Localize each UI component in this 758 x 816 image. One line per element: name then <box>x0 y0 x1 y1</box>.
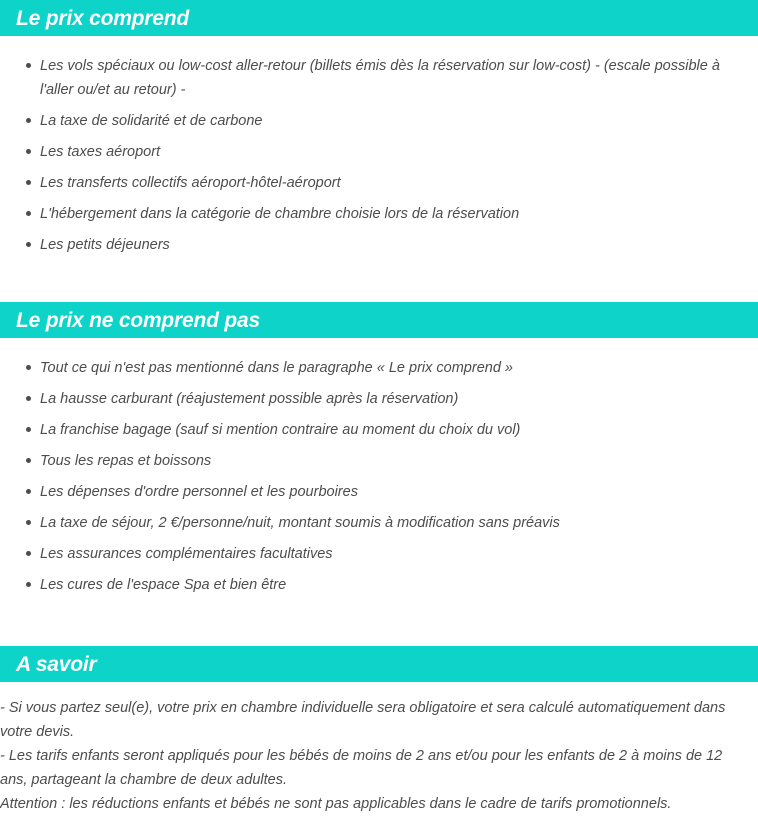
note-paragraph: - Les tarifs enfants seront appliqués pour les bébés de moins de 2 ans et/ou pour les enfants de 2 à moins de 12 ans, partageant la chambre de deux adultes. <box>0 748 723 788</box>
note-paragraph: Attention : les réductions enfants et bébés ne sont pas applicables dans le cadre de tarifs promotionnels. <box>0 796 672 812</box>
list-item-text: Les vols spéciaux ou low-cost aller-retour (billets émis dès la réservation sur low-cost) - (escale possible à l'aller ou/et au retour) - <box>40 58 720 98</box>
list-item-text: La hausse carburant (réajustement possible après la réservation) <box>40 391 459 407</box>
bullet-icon <box>26 211 31 216</box>
bullet-icon <box>26 365 31 370</box>
note-paragraph: - Si vous partez seul(e), votre prix en chambre individuelle sera obligatoire et sera calculé automatiquement dans votre devis. <box>0 700 726 740</box>
bullet-icon <box>26 458 31 463</box>
list-item <box>0 202 758 226</box>
list-item-text: La taxe de solidarité et de carbone <box>40 113 263 129</box>
list-item-text: Les petits déjeuners <box>40 237 170 253</box>
list-item <box>0 480 758 504</box>
section-title: Le prix comprend <box>16 6 190 30</box>
list-item-text: Tous les repas et boissons <box>40 453 212 469</box>
list-item <box>0 356 758 380</box>
list-item-text: Les taxes aéroport <box>40 144 161 160</box>
list-item <box>0 387 758 411</box>
list-item-text: La franchise bagage (sauf si mention contraire au moment du choix du vol) <box>40 422 521 438</box>
list-item <box>0 54 758 102</box>
list-item-text: L'hébergement dans la catégorie de chambre choisie lors de la réservation <box>40 206 520 222</box>
section-header-a-savoir <box>0 646 758 682</box>
bullet-icon <box>26 551 31 556</box>
bullet-icon <box>26 396 31 401</box>
section-spacer <box>0 604 758 646</box>
list-item <box>0 418 758 442</box>
list-item <box>0 573 758 597</box>
list-item-text: Les dépenses d'ordre personnel et les pourboires <box>40 484 358 500</box>
list-item <box>0 233 758 257</box>
list-item-text: Les transferts collectifs aéroport-hôtel-aéroport <box>40 175 341 191</box>
bullet-icon <box>26 582 31 587</box>
inclusions-list <box>0 36 758 257</box>
list-item-text: La taxe de séjour, 2 €/personne/nuit, montant soumis à modification sans préavis <box>40 515 560 531</box>
bullet-icon <box>26 520 31 525</box>
exclusions-list <box>0 338 758 597</box>
section-le-prix-ne-comprend-pas <box>0 302 758 597</box>
list-item <box>0 542 758 566</box>
bullet-icon <box>26 149 31 154</box>
list-item <box>0 109 758 133</box>
section-title: Le prix ne comprend pas <box>16 308 260 332</box>
section-body-a-savoir <box>0 682 758 816</box>
bullet-icon <box>26 118 31 123</box>
section-title: A savoir <box>16 652 97 676</box>
section-header-le-prix-ne-comprend-pas <box>0 302 758 338</box>
bullet-icon <box>26 427 31 432</box>
bullet-icon <box>26 63 31 68</box>
list-item <box>0 449 758 473</box>
bullet-icon <box>26 489 31 494</box>
list-item <box>0 171 758 195</box>
section-body-le-prix-comprend <box>0 36 758 257</box>
list-item-text: Les cures de l'espace Spa et bien être <box>40 577 287 593</box>
list-item <box>0 140 758 164</box>
list-item-text: Les assurances complémentaires facultatives <box>40 546 333 562</box>
bullet-icon <box>26 242 31 247</box>
bullet-icon <box>26 180 31 185</box>
list-item-text: Tout ce qui n'est pas mentionné dans le paragraphe « Le prix comprend » <box>40 360 513 376</box>
section-body-le-prix-ne-comprend-pas <box>0 338 758 597</box>
section-spacer <box>0 264 758 302</box>
section-a-savoir <box>0 646 758 816</box>
section-le-prix-comprend <box>0 0 758 257</box>
section-header-le-prix-comprend <box>0 0 758 36</box>
list-item <box>0 511 758 535</box>
